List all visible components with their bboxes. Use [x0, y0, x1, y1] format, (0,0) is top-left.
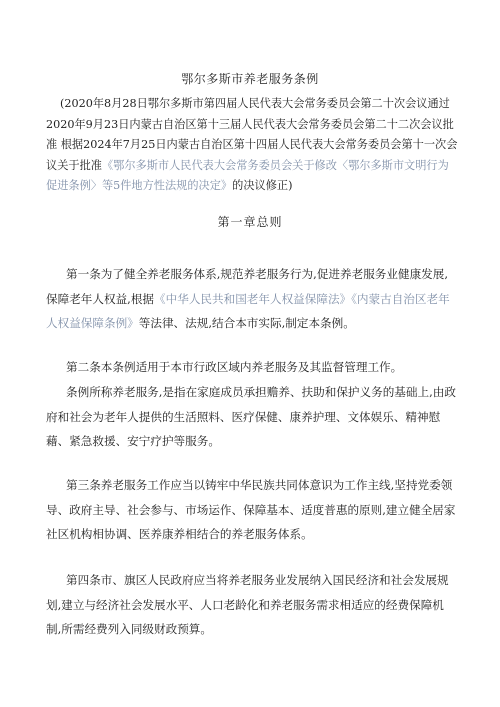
chapter-heading: 第一章总则 — [217, 215, 283, 229]
article-1-text-end: 等法律、法规,结合本市实际,制定本条例。 — [138, 316, 355, 330]
article-1 — [46, 262, 458, 336]
article-1-text: 第一条为了健全养老服务体系,规范养老服务行为,促进养老服务业健康发展,保障老年人权益,根据 — [46, 267, 449, 306]
preamble — [46, 94, 458, 197]
article-2-paragraph-2: 条例所称养老服务,是指在家庭成员承担赡养、扶助和保护义务的基础上,由政府和社会为老年人提供的生活照料、医疗保健、康养护理、文体娱乐、精神慰藉、紧急救援、安宁疗护等服务。 — [46, 385, 456, 448]
law-link-elderly-rights[interactable]: 《中华人民共和国老年人权益保障法》 — [154, 291, 352, 306]
preamble-decision-link[interactable]: 《鄂尔多斯市人民代表大会常务委员会关于修改〈鄂尔多斯市文明行为促进条例〉等5件地方性法规的决定》 — [46, 158, 449, 192]
preamble-text-end: 的决议修正) — [232, 179, 293, 192]
article-3: 第三条养老服务工作应当以铸牢中华民族共同体意识为工作主线,坚持党委领导、政府主导、社会参与、市场运作、保障基本、适度普惠的原则,建立健全居家社区机构相协调、医养康养相结合的养老服务体系。 — [46, 478, 456, 541]
law-link-inner-mongolia-regulation[interactable]: 《内蒙古自治区老年人权益保障条例》 — [46, 291, 450, 330]
document-title: 鄂尔多斯市养老服务条例 — [181, 72, 319, 86]
preamble-text: (2020年8月28日鄂尔多斯市第四届人民代表大会常务委员会第二十次会议通过 2020年9月23日内蒙古自治区第十三届人民代表大会常务委员会第二十二次会议批准 根据2024年7月25日内蒙古自治区第十四届人民代表大会常务委员会第十一次会议关于批准 — [46, 97, 458, 172]
article-4: 第四条市、旗区人民政府应当将养老服务业发展纳入国民经济和社会发展规划,建立与经济社会发展水平、人口老龄化和养老服务需求相适应的经费保障机制,所需经费列入同级财政预算。 — [46, 573, 449, 636]
article-2: 第二条本条例适用于本市行政区域内养老服务及其监督管理工作。 — [66, 360, 403, 374]
